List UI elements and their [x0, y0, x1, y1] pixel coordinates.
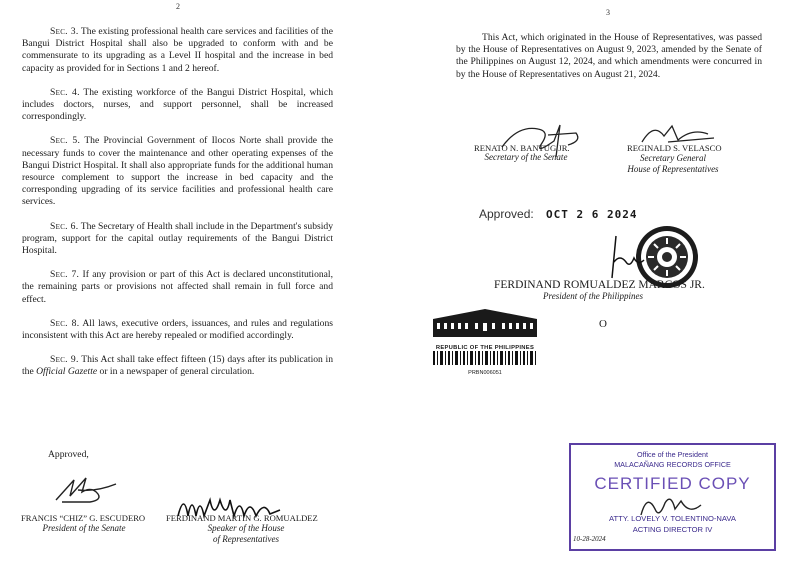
section-4: Sec. 4. The existing workforce of the Bangui District Hospital, which includes doctors, nurses, and support personnel, shall be increased correspondingly.: [22, 86, 333, 123]
handwritten-mark: O: [599, 318, 607, 330]
left-approved-label: Approved,: [48, 449, 89, 460]
malacanang-stamp: [431, 309, 539, 376]
stamp-caption: REPUBLIC OF THE PHILIPPINES: [435, 345, 535, 351]
left-page-number: 2: [176, 2, 180, 11]
escudero-name: FRANCIS “CHIZ” G. ESCUDERO: [21, 513, 146, 523]
cert-office-line: Office of the President: [637, 450, 708, 459]
barcode-id: PRBN006051: [468, 370, 502, 376]
president-name: FERDINAND ROMUALDEZ MARCOS JR.: [494, 279, 705, 291]
speaker-name: FERDINAND MARTIN G. ROMUALDEZ: [166, 513, 318, 523]
left-page-body: [22, 26, 333, 391]
section-6: Sec. 6. The Secretary of Health shall include in the Department's subsidy program, support for the capital outlay requirements of the Bangui District Hospital.: [22, 220, 333, 257]
escudero-title: President of the Senate: [42, 523, 126, 533]
escudero-signature: [52, 472, 122, 508]
velasco-title-line1: Secretary General: [640, 153, 706, 163]
cert-title: CERTIFIED COPY: [594, 474, 751, 493]
right-page-number: 3: [606, 8, 610, 17]
cert-position: ACTING DIRECTOR IV: [632, 525, 713, 534]
president-title: President of the Philippines: [543, 291, 643, 301]
speaker-title-line2: of Representatives: [213, 534, 279, 544]
speaker-title-line1: Speaker of the House: [207, 523, 285, 533]
section-8: Sec. 8. All laws, executive orders, issuances, and rules and regulations inconsistent with this Act are hereby repealed or modified accordingly.: [22, 317, 333, 342]
cert-officer: ATTY. LOVELY V. TOLENTINO-NAVA: [609, 514, 736, 523]
cert-records-office: MALACAÑANG RECORDS OFFICE: [614, 460, 731, 469]
bantug-title: Secretary of the Senate: [484, 152, 568, 162]
section-9: Sec. 9. This Act shall take effect fifteen (15) days after its publication in the Official Gazette or in a newspaper of general circulation.: [22, 354, 333, 378]
certified-copy-stamp: [569, 443, 776, 551]
velasco-name: REGINALD S. VELASCO: [627, 143, 722, 153]
president-signature: [586, 232, 696, 282]
velasco-title-line2: House of Representatives: [627, 164, 719, 174]
section-5: Sec. 5. The Provincial Government of Ilocos Norte shall provide the necessary funds to cover the maintenance and other operating expenses of the Bangui District Hospital. It shall also appropriate funds for the additional human resource complement to support the increase in bed capacity and the corresponding upgrading of its service facilities and professional health care services.: [22, 135, 334, 208]
origin-paragraph: This Act, which originated in the House of Representatives, was passed by the House of Representatives on August 9, 2023, amended by the Senate of the Philippines on August 12, 2024, and which amendments were concurred in by the House of Representatives on August 21, 2024.: [456, 32, 762, 80]
director-signature: [635, 489, 705, 521]
approved-date: OCT 2 6 2024: [546, 208, 638, 221]
barcode: [431, 351, 539, 365]
section-7: Sec. 7. If any provision or part of this Act is declared unconstitutional, the remaining parts or provisions not affected shall remain in full force and effect.: [22, 269, 333, 305]
bantug-name: RENATO N. BANTUG JR.: [474, 143, 570, 153]
right-approved-label: Approved:: [479, 207, 534, 221]
section-3: Sec. 3. The existing professional health care services and facilities of the Bangui District Hospital shall also be upgraded to conform with and be commensurate to its upgrading as a Level II hospital and the increase in bed capacity as provided for in Sections 1 and 2 hereof.: [22, 26, 333, 74]
palace-icon: [431, 309, 539, 339]
cert-handwritten-date: 10-28-2024: [573, 535, 606, 543]
